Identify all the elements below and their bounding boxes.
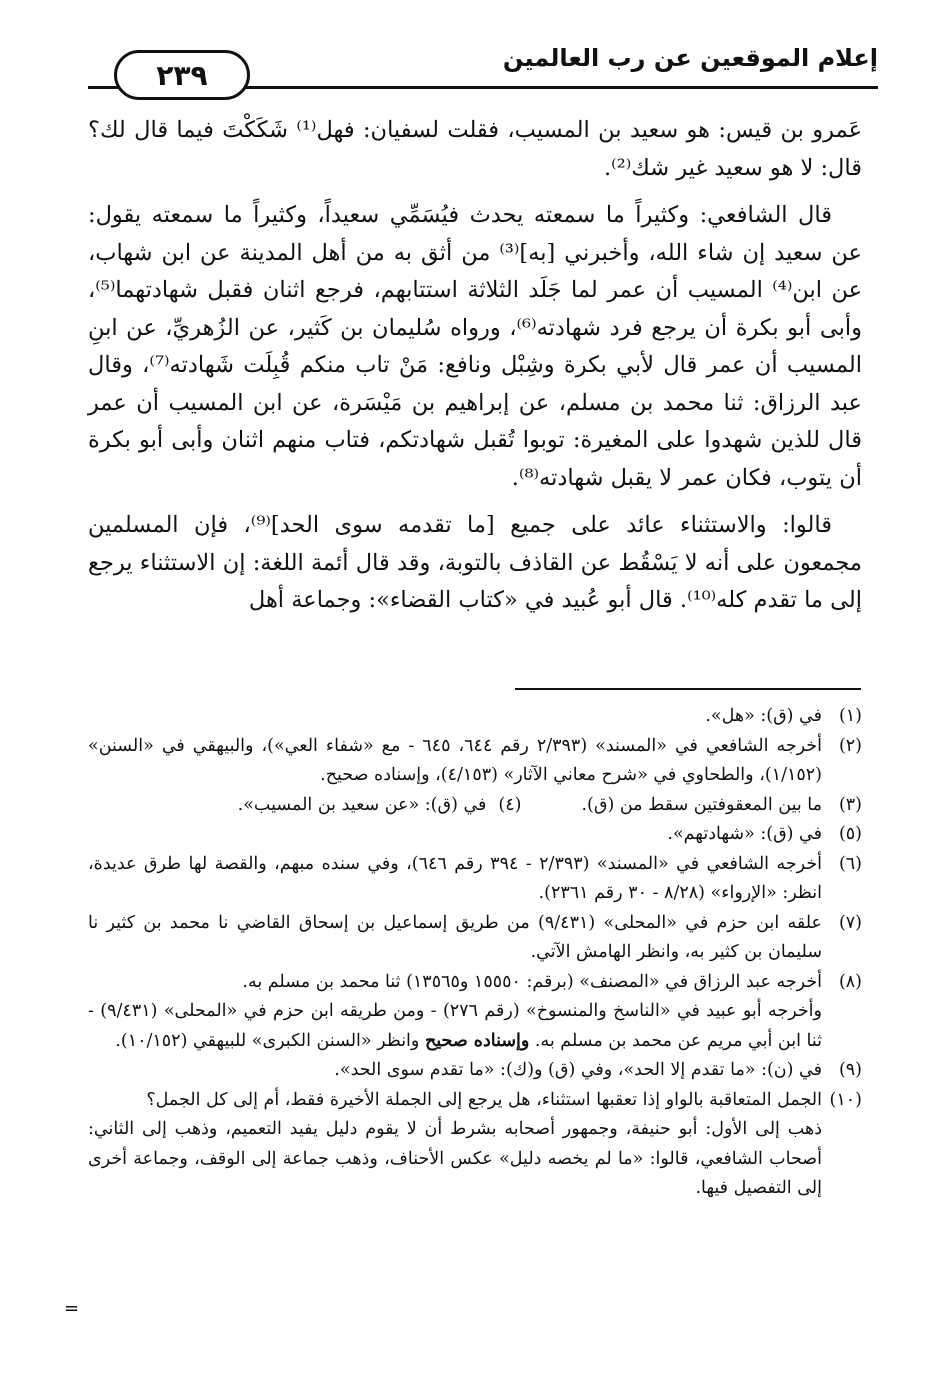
- page-number: ٢٣٩: [114, 50, 250, 100]
- paragraph-3: قالوا: والاستثناء عائد على جميع [ما تقدمه سوى الحد]⁽⁹⁾، فإن المسلمين مجمعون على أنه لا يَسْقُط عن القاذف بالتوبة، وقد قال أئمة اللغة: إن الاستثناء يرجع إلى ما تقدم كله⁽¹⁰⁾. قال أبو عُبيد في «كتاب القضاء»: وجماعة أهل: [88, 512, 862, 613]
- footnote-separator: [515, 688, 861, 690]
- margin-mark: =: [64, 1298, 80, 1319]
- footnote-text: ما بين المعقوفتين سقط من (ق).: [581, 794, 822, 815]
- footnote-text: علقه ابن حزم في «المحلى» (٩/٤٣١) من طريق إسماعيل بن إسحاق القاضي نا محمد بن كثير نا سليمان بن كثير به، وانظر الهامش الآتي.: [88, 912, 822, 962]
- footnote-text: وانظر «السنن الكبرى» للبيهقي (١٠/١٥٢).: [115, 1030, 420, 1051]
- footnote-1: [88, 702, 862, 732]
- footnote-8-continuation: [88, 997, 862, 1056]
- footnote-number: (٨): [838, 971, 862, 992]
- footnote-10-continuation: ذهب إلى الأول: أبو حنيفة، وجمهور أصحابه بشرط أن لا يقوم دليل يفيد التعميم، وذهب إلى الثاني: أصحاب الشافعي، قالوا: «ما لم يخصه دليل» عكس الأحناف، وذهب جماعة إلى الوقف، وجماعة أخرى إلى التفصيل فيها.: [88, 1119, 822, 1198]
- footnote-number: (١٠): [829, 1089, 862, 1110]
- footnote-number: (٧): [838, 912, 862, 933]
- running-title: إعلام الموقعين عن رب العالمين: [502, 44, 878, 72]
- footnote-8: [88, 968, 862, 998]
- footnote-text: في (ق): «عن سعيد بن المسيب».: [237, 794, 487, 815]
- paragraph-1: عَمرو بن قيس: هو سعيد بن المسيب، فقلت لسفيان: فهل⁽¹⁾ شَكَكْتَ فيما قال لك؟ قال: لا هو سعيد غير شك⁽²⁾.: [88, 117, 863, 181]
- footnote-number: (٤): [498, 794, 522, 815]
- footnote-emphasis: وإسناده صحيح: [424, 1030, 530, 1051]
- footnote-2: [88, 732, 862, 791]
- footnote-number: (٢): [838, 735, 862, 756]
- footnote-text: أخرجه الشافعي في «المسند» (٢/٣٩٣ رقم ٦٤٤، ٦٤٥ - مع «شفاء العي»)، والبيهقي في «السنن» (١/١٥٢)، والطحاوي في «شرح معاني الآثار» (٤/١٥٣)، وإسناده صحيح.: [88, 735, 822, 785]
- footnote-7: [88, 909, 862, 968]
- footnote-number: (٩): [838, 1060, 862, 1080]
- main-text: [88, 112, 862, 630]
- footnote-text: أخرجه عبد الرزاق في «المصنف» (برقم: ١٥٥٥٠ و١٣٥٦٥) ثنا محمد بن مسلم به.: [242, 971, 822, 992]
- footnote-3-4: [88, 791, 862, 821]
- paragraph-2: قال الشافعي: وكثيراً ما سمعته يحدث فيُسَمِّي سعيداً، وكثيراً ما سمعته يقول: عن سعيد إن شاء الله، وأخبرني [به]⁽³⁾ من أثق به من أهل المدينة عن ابن شهاب، عن ابن⁽⁴⁾ المسيب أن عمر لما جَلَد الثلاثة استتابهم، فرجع اثنان فقبل شهادتهما⁽⁵⁾، وأبى أبو بكرة أن يرجع فرد شهادته⁽⁶⁾، ورواه سُليمان بن كَثير، عن الزُهريِّ، عن ابنِ المسيب أن عمر قال لأبي بكرة وشِبْل ونافع: مَنْ تاب منكم قُبِلَت شَهادته⁽⁷⁾، وقال عبد الرزاق: ثنا محمد بن مسلم، عن إبراهيم بن مَيْسَرة، عن ابن المسيب أن عمر قال للذين شهدوا على المغيرة: توبوا تُقبل شهادتكم، فتاب منهم اثنان وأبى أبو بكرة أن يتوب، فكان عمر لا يقبل شهادته⁽⁸⁾.: [88, 202, 863, 491]
- footnote-text: في (ق): «هل».: [705, 706, 822, 726]
- footnote-9: [88, 1056, 862, 1086]
- footnote-text: في (ن): «ما تقدم إلا الحد»، وفي (ق) و(ك): «ما تقدم سوى الحد».: [334, 1060, 822, 1080]
- footnote-number: (٦): [838, 853, 862, 874]
- footnote-text: أخرجه الشافعي في «المسند» (٢/٣٩٣ - ٣٩٤ رقم ٦٤٦)، وفي سنده مبهم، والقصة لها طرق عديدة، انظر: «الإرواء» (٨/٢٨ - ٣٠ رقم ٢٣٦١).: [88, 853, 823, 903]
- footnote-number: (١): [838, 706, 862, 726]
- footnote-text: وأخرجه أبو عبيد في «الناسخ والمنسوخ» (رقم ٢٧٦) - ومن طريقه ابن حزم في «المحلى» (٩/٤٣١) - ثنا ابن أبي مريم عن محمد بن مسلم به.: [88, 1001, 822, 1051]
- footnote-text: في (ق): «شهادتهم».: [667, 824, 822, 844]
- footnote-number: (٣): [838, 794, 862, 815]
- footnote-number: (٥): [838, 824, 862, 844]
- footnote-10: [88, 1086, 862, 1116]
- page-header: [88, 38, 878, 100]
- footnote-6: [88, 850, 862, 909]
- footnotes: [88, 702, 862, 1204]
- footnote-text: الجمل المتعاقبة بالواو إذا تعقبها استثناء، هل يرجع إلى الجملة الأخيرة فقط، أم إلى كل الجمل؟: [146, 1089, 822, 1110]
- footnote-5: [88, 820, 862, 850]
